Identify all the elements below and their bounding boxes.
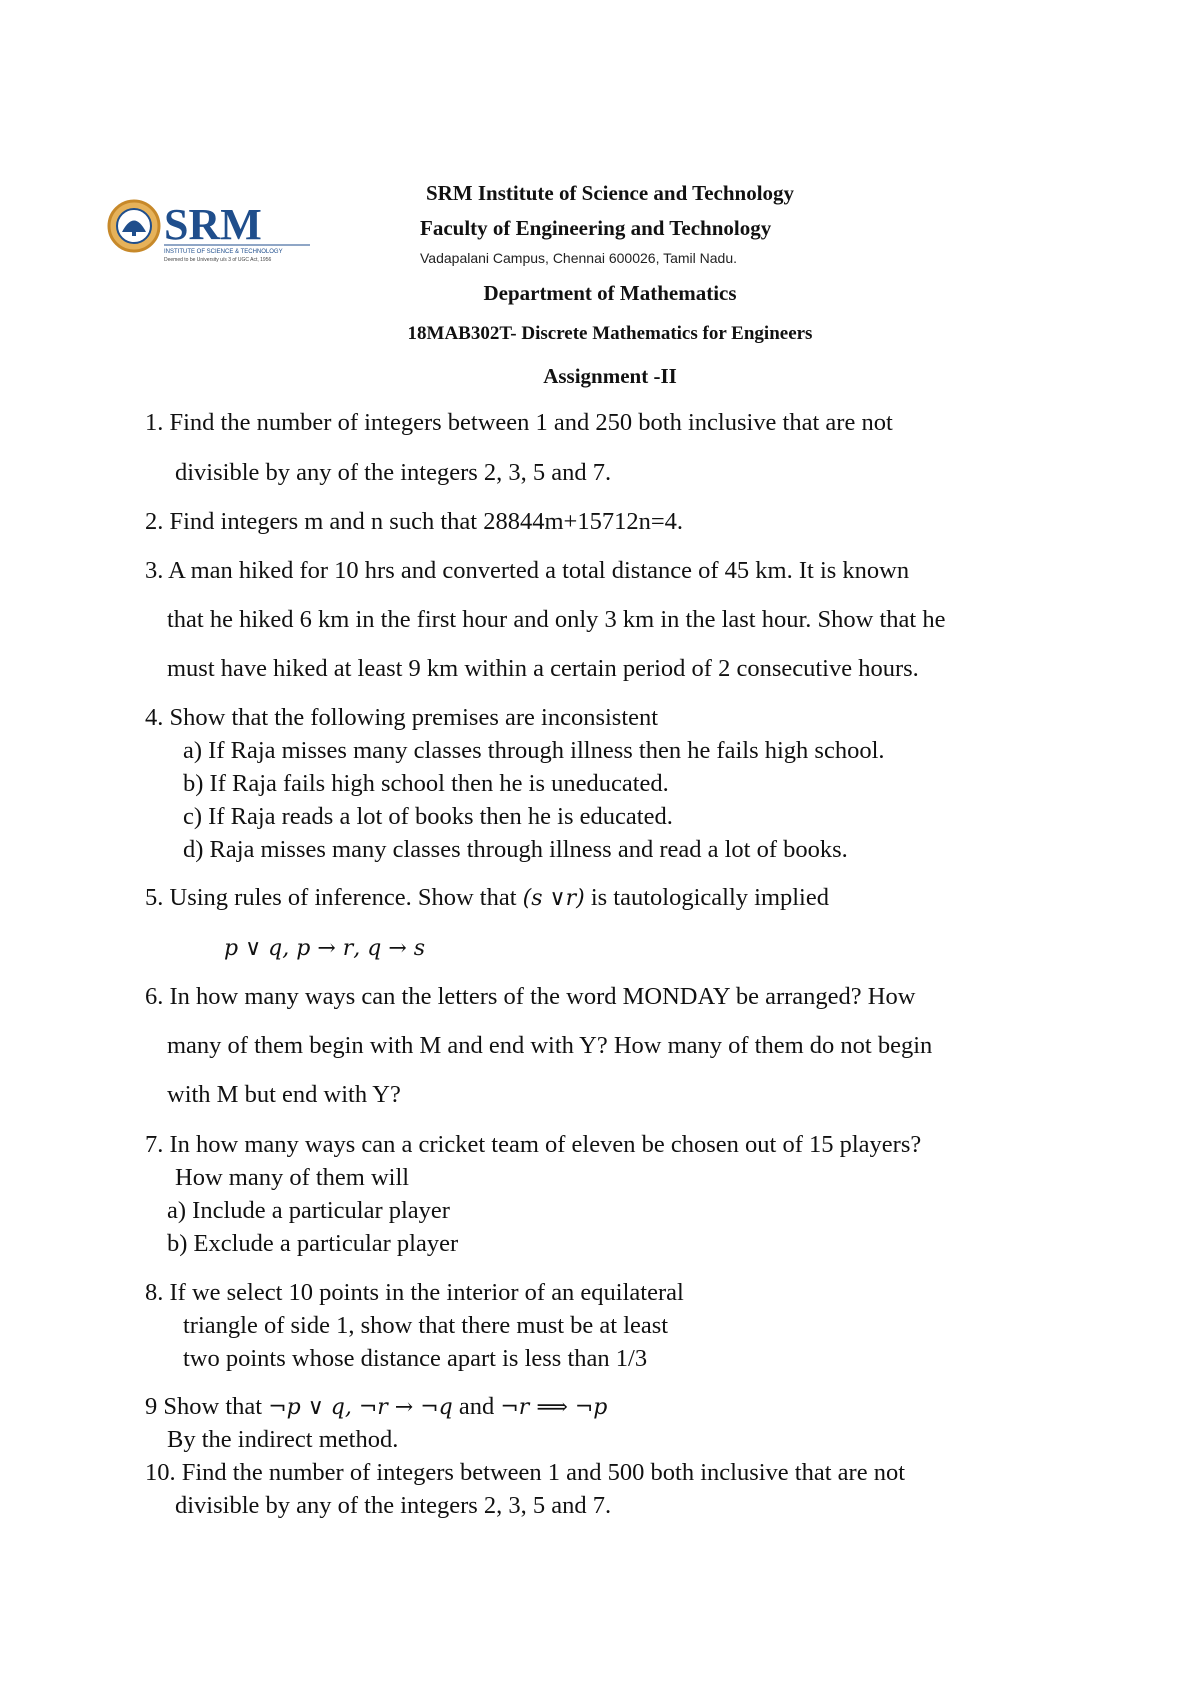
question-9-text-2: and — [452, 1393, 501, 1420]
question-8-line-2: triangle of side 1, show that there must be at least — [183, 1312, 669, 1339]
question-10-line-1: 10. Find the number of integers between 1 and 500 both inclusive that are not — [145, 1459, 906, 1486]
question-6-line-3: with M but end with Y? — [167, 1081, 401, 1108]
question-10-line-2: divisible by any of the integers 2, 3, 5 and 7. — [175, 1492, 612, 1519]
question-3-line-3: must have hiked at least 9 km within a certain period of 2 consecutive hours. — [167, 655, 919, 682]
logo-tagline: Deemed to be University u/s 3 of UGC Act, 1956 — [164, 257, 272, 263]
question-8-line-3: two points whose distance apart is less than 1/3 — [183, 1345, 648, 1372]
institute-name: SRM Institute of Science and Technology — [425, 181, 795, 205]
question-1-line-2: divisible by any of the integers 2, 3, 5 and 7. — [175, 459, 612, 486]
srm-emblem-icon — [106, 199, 312, 265]
question-7-option-b: b) Exclude a particular player — [167, 1230, 459, 1257]
course-title — [0, 323, 1200, 345]
question-7-line-2: How many of them will — [175, 1164, 410, 1191]
question-9-formula-2: ¬𝑟 ⟹ ¬𝑝 — [500, 1395, 608, 1420]
logo-subtext: INSTITUTE OF SCIENCE & TECHNOLOGY — [164, 249, 283, 255]
srm-logo — [106, 199, 312, 265]
question-5-formula-2: 𝑝 ∨ 𝑞, 𝑝 → 𝑟, 𝑞 → 𝑠 — [224, 936, 426, 961]
question-4-premise-a: a) If Raja misses many classes through illness then he fails high school. — [183, 737, 885, 764]
question-4-intro: 4. Show that the following premises are inconsistent — [145, 704, 659, 731]
question-1-line-1: 1. Find the number of integers between 1 and 250 both inclusive that are not — [145, 409, 893, 436]
question-8-line-1: 8. If we select 10 points in the interior of an equilateral — [145, 1279, 684, 1306]
question-9-line-2: By the indirect method. — [167, 1426, 399, 1453]
question-5-text-1: 5. Using rules of inference. Show that — [145, 884, 523, 911]
question-5-line-1 — [145, 884, 829, 912]
question-7-option-a: a) Include a particular player — [167, 1197, 450, 1224]
question-4-premise-d: d) Raja misses many classes through illness and read a lot of books. — [183, 836, 848, 863]
question-9-text-1: 9 Show that — [145, 1393, 269, 1420]
logo-text: SRM — [164, 200, 262, 249]
campus-address: Vadapalani Campus, Chennai 600026, Tamil Nadu. — [420, 250, 738, 266]
question-7-line-1: 7. In how many ways can a cricket team of eleven be chosen out of 15 players? — [145, 1131, 922, 1158]
course-name: Discrete Mathematics for Engineers — [516, 323, 813, 344]
question-6-line-1: 6. In how many ways can the letters of the word MONDAY be arranged? How — [145, 983, 916, 1010]
question-4-premise-c: c) If Raja reads a lot of books then he is educated. — [183, 803, 673, 830]
question-9-formula-1: ¬𝑝 ∨ 𝑞, ¬𝑟 → ¬𝑞 — [268, 1395, 453, 1420]
faculty-name: Faculty of Engineering and Technology — [420, 216, 772, 240]
question-4-premise-b: b) If Raja fails high school then he is uneducated. — [183, 770, 669, 797]
assignment-title: Assignment -II — [543, 364, 677, 388]
question-2: 2. Find integers m and n such that 28844m+15712n=4. — [145, 508, 684, 535]
question-3-line-2: that he hiked 6 km in the first hour and only 3 km in the last hour. Show that he — [167, 606, 946, 633]
department-name: Department of Mathematics — [483, 281, 737, 305]
course-code: 18MAB302T- — [407, 323, 517, 344]
question-3-line-1: 3. A man hiked for 10 hrs and converted a total distance of 45 km. It is known — [145, 557, 910, 584]
question-9-line-1 — [145, 1393, 607, 1421]
question-5-formula-1: (𝑠 ∨𝑟) — [522, 886, 585, 911]
question-6-line-2: many of them begin with M and end with Y? How many of them do not begin — [167, 1032, 933, 1059]
question-5-text-2: is tautologically implied — [584, 884, 829, 911]
